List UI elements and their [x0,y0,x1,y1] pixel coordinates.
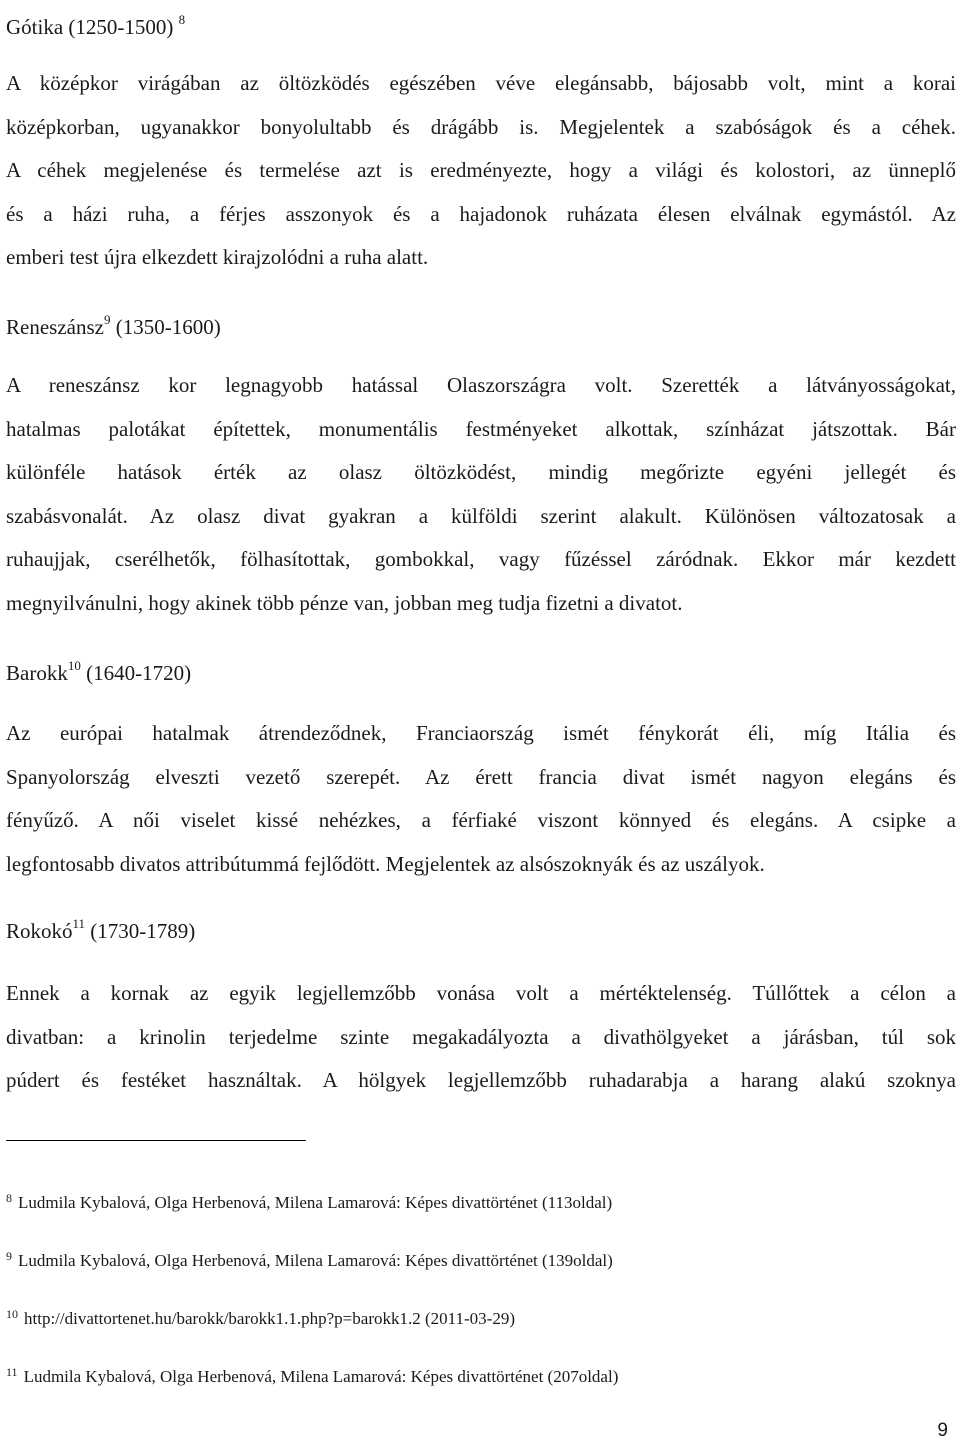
paragraph-barokk [6,712,956,886]
paragraph-line: megnyilvánulni, hogy akinek több pénze van, jobban meg tudja fizetni a divatot. [6,590,683,615]
heading-date-range: (1640-1720) [86,661,192,685]
section-heading-gotika [6,8,185,41]
footnote-number: 8 [6,1191,12,1205]
section-heading-barokk [6,654,191,687]
heading-date-range: (1350-1600) [115,315,221,339]
document-page [6,0,956,1448]
paragraph-line: középkorban, ugyanakkor bonyolultabb és drágább is. Megjelentek a szabóságok és a céhek. [6,114,956,139]
paragraph-line: ruhaujjak, cserélhetők, fölhasítottak, gombokkal, vagy fűzéssel záródnak. Ekkor már kezdett [6,547,956,572]
paragraph-line: legfontosabb divatos attribútummá fejlődött. Megjelentek az alsószoknyák és az uszályok. [6,851,765,876]
footnote-ref: 10 [67,658,81,673]
footnote-text: Ludmila Kybalová, Olga Herbenová, Milena Lamarová: Képes divattörténet (207oldal) [23,1367,619,1386]
footnote-separator [6,1140,306,1141]
paragraph-line: különféle hatások érték az olasz öltözködést, mindig megőrizte egyéni jellegét és [6,460,956,485]
paragraph-line: Ennek a kornak az egyik legjellemzőbb vonása volt a mértéktelenség. Túllőttek a célon a [6,981,956,1005]
paragraph-gotika [6,62,956,280]
paragraph-rokoko [6,972,956,1103]
paragraph-line: hatalmas palotákat építettek, monumentális festményeket alkottak, színházat játszottak. Bár [6,416,956,441]
paragraph-line: A céhek megjelenése és termelése azt is eredményezte, hogy a világi és kolostori, az ünneplő [6,158,956,183]
footnote-number: 11 [6,1365,18,1379]
paragraph-line: divatban: a krinolin terjedelme szinte megakadályozta a divathölgyeket a járásban, túl sok [6,1024,956,1049]
paragraph-line: púdert és festéket használtak. A hölgyek legjellemzőbb ruhadarabja a harang alakú szoknya [6,1068,956,1093]
footnote-10 [6,1308,515,1331]
section-heading-reneszansz [6,308,221,341]
heading-date-range: (1730-1789) [90,919,196,943]
page-number: 9 [937,1420,948,1441]
footnote-text: Ludmila Kybalová, Olga Herbenová, Milena Lamarová: Képes divattörténet (113oldal) [18,1193,613,1212]
footnote-ref: 9 [103,312,111,327]
paragraph-reneszansz [6,364,956,626]
footnote-number: 9 [6,1249,12,1263]
section-heading-rokoko [6,912,195,945]
heading-text: Barokk [6,661,68,685]
paragraph-line: A középkor virágában az öltözködés egészében véve elegánsabb, bájosabb volt, mint a korai [6,71,956,95]
paragraph-line: Az európai hatalmak átrendeződnek, Franciaország ismét fénykorát éli, míg Itália és [6,721,956,745]
footnote-ref: 11 [72,916,86,931]
heading-text: Rokokó [6,919,73,943]
heading-text: Gótika (1250-1500) [6,15,174,39]
paragraph-line: szabásvonalát. Az olasz divat gyakran a külföldi szerint alakult. Különösen változatosak a [6,503,956,528]
footnote-9 [6,1250,613,1273]
footnote-text: Ludmila Kybalová, Olga Herbenová, Milena Lamarová: Képes divattörténet (139oldal) [18,1251,613,1270]
paragraph-line: A reneszánsz kor legnagyobb hatással Olaszországra volt. Szerették a látványosságokat, [6,373,956,397]
footnote-ref: 8 [178,12,186,27]
paragraph-line: emberi test újra elkezdett kirajzolódni a ruha alatt. [6,245,429,270]
heading-text: Reneszánsz [6,315,104,339]
paragraph-line: és a házi ruha, a férjes asszonyok és a hajadonok ruházata élesen elválnak egymástól. Az [6,201,956,226]
paragraph-line: Spanyolország elveszti vezető szerepét. Az érett francia divat ismét nagyon elegáns és [6,764,956,789]
footnote-8 [6,1192,612,1215]
footnote-number: 10 [6,1307,18,1321]
footnote-11 [6,1366,618,1389]
footnote-link[interactable]: http://divattortenet.hu/barokk/barokk1.1.php?p=barokk1.2 (2011-03-29) [24,1309,515,1328]
paragraph-line: fényűző. A női viselet kissé nehézkes, a férfiaké viszont könnyed és elegáns. A csipke a [6,808,956,833]
